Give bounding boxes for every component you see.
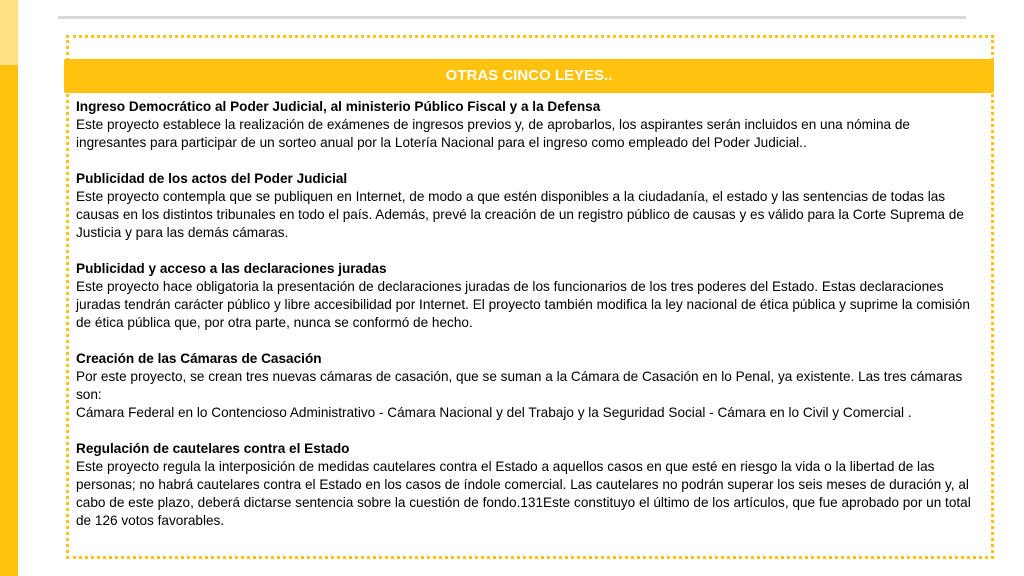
accent-side-bar-highlight <box>0 0 18 65</box>
section-title: Publicidad y acceso a las declaraciones juradas <box>76 261 387 276</box>
section-declaraciones-juradas <box>76 260 976 332</box>
section-ingreso-democratico <box>76 98 976 152</box>
section-title: Regulación de cautelares contra el Estado <box>76 441 350 456</box>
section-camaras-casacion <box>76 350 976 422</box>
content-body <box>76 98 976 530</box>
accent-side-bar <box>0 0 18 576</box>
section-title: Creación de las Cámaras de Casación <box>76 351 322 366</box>
section-body: Este proyecto contempla que se publiquen en Internet, de modo a que estén disponibles a la ciudadanía, el estado y las sentencias de todas las causas en los distintos tribunales en todo el país. Además, prevé la creación de un registro público de causas y es válido para la Corte Suprema de Justicia y para las demás cámaras. <box>76 189 964 240</box>
top-divider <box>58 16 966 19</box>
section-body: Este proyecto hace obligatoria la presentación de declaraciones juradas de los funcionarios de los tres poderes del Estado. Estas declaraciones juradas tendrán carácter público y libre accesibilidad por Internet. El proyecto también modifica la ley nacional de ética pública y suprime la comisión de ética pública que, por otra parte, nunca se conformó de hecho. <box>76 279 970 330</box>
slide-title: OTRAS CINCO LEYES.. <box>64 59 994 93</box>
section-cautelares <box>76 440 976 530</box>
section-title: Ingreso Democrático al Poder Judicial, al ministerio Público Fiscal y a la Defensa <box>76 99 601 114</box>
section-body: Este proyecto establece la realización de exámenes de ingresos previos y, de aprobarlos, los aspirantes serán incluidos en una nómina de ingresantes para participar de un sorteo anual por la Lotería Nacional para el ingreso como empleado del Poder Judicial.. <box>76 117 910 150</box>
section-body: Este proyecto regula la interposición de medidas cautelares contra el Estado a aquellos casos en que esté en riesgo la vida o la libertad de las personas; no habrá cautelares contra el Estado en los casos de índole comercial. Las cautelares no podrán superar los seis meses de duración y, al cabo de este plazo, deberá dictarse sentencia sobre la cuestión de fondo.131Este constituyo el último de los artículos, que fue aprobado por un total de 126 votos favorables. <box>76 459 971 528</box>
section-title: Publicidad de los actos del Poder Judicial <box>76 171 348 186</box>
section-publicidad-actos <box>76 170 976 242</box>
section-body: Por este proyecto, se crean tres nuevas cámaras de casación, que se suman a la Cámara de Casación en lo Penal, ya existente. Las tres cámaras son: <box>76 369 963 402</box>
section-body-list: Cámara Federal en lo Contencioso Administrativo - Cámara Nacional y del Trabajo y la Seguridad Social - Cámara en lo Civil y Comercial . <box>76 405 912 420</box>
